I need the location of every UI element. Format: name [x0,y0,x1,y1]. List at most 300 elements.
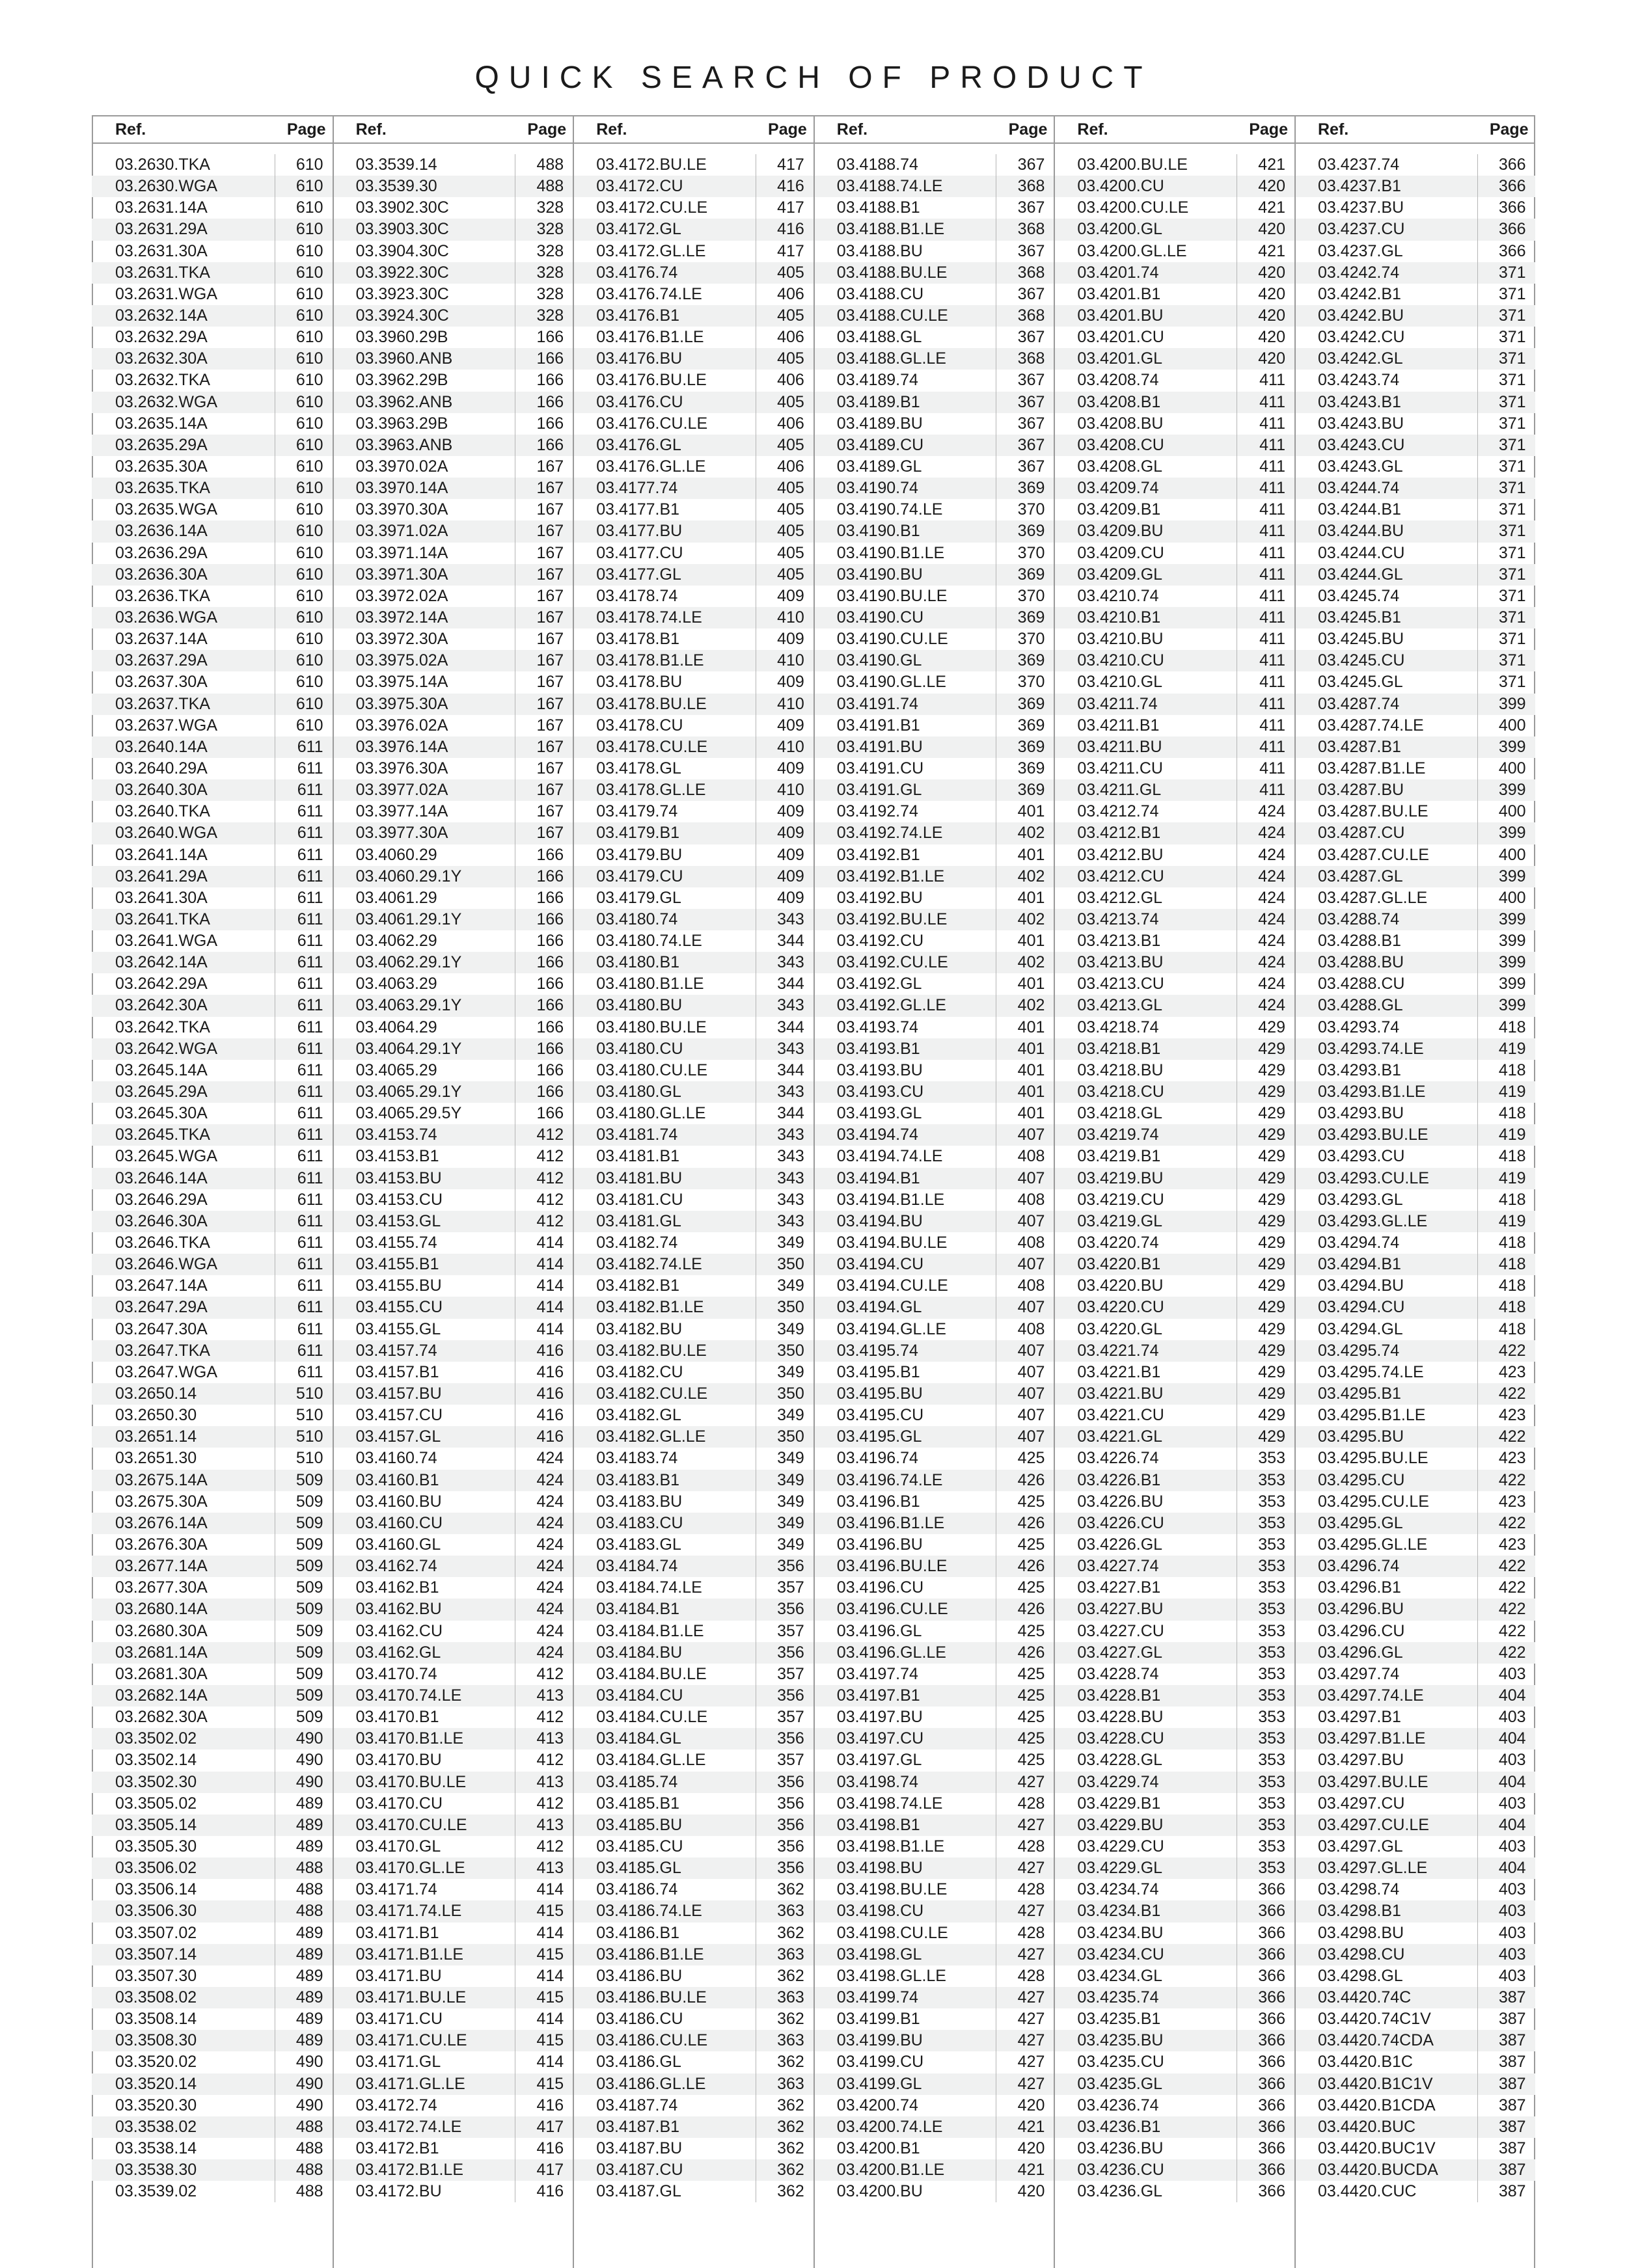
page-number: 611 [297,737,323,756]
table-row [92,1621,333,1642]
table-row [814,694,1054,715]
page-number: 420 [1017,2096,1045,2114]
page-number: 387 [1498,2053,1526,2072]
product-ref: 03.4193.BU [836,1060,923,1079]
table-row [1054,2095,1294,2116]
product-ref: 03.4200.BU.LE [1077,155,1188,174]
product-ref: 03.4178.BU [596,673,683,692]
page-number: 166 [536,975,564,993]
table-row [814,1664,1054,1685]
product-ref: 03.2675.14A [115,1470,208,1489]
table-row [573,1081,814,1103]
page-number: 416 [536,1406,564,1425]
page-number: 366 [1498,241,1526,260]
table-row [1294,197,1535,219]
table-row [1294,822,1535,844]
page-number: 402 [1017,824,1045,843]
table-row [573,392,814,413]
page-number: 411 [1259,565,1285,584]
page-number: 418 [1498,1255,1526,1274]
product-ref: 03.4065.29.1Y [355,1083,462,1101]
table-row [333,2159,573,2181]
table-row [573,2073,814,2095]
product-ref: 03.4153.BU [355,1168,442,1187]
product-ref: 03.3972.30A [355,630,448,649]
product-ref: 03.4210.CU [1077,651,1164,670]
table-row [573,1448,814,1469]
page-number: 412 [536,1211,564,1230]
product-ref: 03.3960.ANB [355,349,453,368]
product-ref: 03.4297.CU [1318,1794,1405,1813]
page-number: 400 [1498,845,1526,864]
page-number: 167 [536,565,564,584]
product-ref: 03.4221.B1 [1077,1362,1161,1381]
page-number: 407 [1017,1341,1045,1360]
product-ref: 03.4176.74 [596,263,678,282]
product-ref: 03.4184.BU.LE [596,1664,707,1683]
product-ref: 03.4235.74 [1077,1988,1159,2006]
page-number: 167 [536,608,564,627]
product-ref: 03.4297.GL.LE [1318,1859,1428,1878]
table-row [1054,305,1294,327]
table-row [1054,1448,1294,1469]
page-number: 366 [1258,2010,1285,2029]
product-ref: 03.4188.GL [836,328,922,347]
page-number: 610 [295,479,323,498]
table-row [333,1275,573,1297]
product-ref: 03.2647.14A [115,1276,208,1295]
page-number: 167 [536,543,564,562]
product-ref: 03.4188.BU [836,241,923,260]
table-row [92,1448,333,1469]
product-ref: 03.4190.74 [836,479,918,498]
page-number: 427 [1017,2074,1045,2093]
table-row [1054,327,1294,348]
table-row [333,2138,573,2159]
table-row [1054,1642,1294,1664]
table-row [573,1124,814,1146]
page-number: 343 [777,910,804,928]
product-ref: 03.4183.BU [596,1492,683,1511]
table-row [1054,1749,1294,1771]
table-row [814,1232,1054,1254]
table-row [573,1470,814,1491]
product-ref: 03.4170.74.LE [355,1686,462,1705]
page-number: 412 [536,1126,564,1144]
product-ref: 03.4176.BU.LE [596,371,707,390]
product-ref: 03.4237.74 [1318,155,1400,174]
product-ref: 03.4200.GL.LE [1077,241,1187,260]
page-number: 413 [536,1772,564,1791]
page-number: 369 [1017,565,1045,584]
page-number: 489 [295,2031,323,2050]
table-row [92,1836,333,1857]
page-number: 411 [1259,737,1285,756]
page-number: 510 [295,1449,323,1468]
table-row [573,887,814,909]
page-number: 409 [777,888,804,907]
page-number: 423 [1498,1449,1526,1468]
product-ref: 03.4201.CU [1077,328,1164,347]
page-number: 611 [297,1147,323,1166]
product-ref: 03.4192.CU [836,932,924,951]
table-row [92,1642,333,1664]
page-number: 420 [1258,177,1285,196]
page-number: 427 [1017,2053,1045,2072]
product-ref: 03.4237.BU [1318,198,1404,217]
page-number: 411 [1259,457,1285,476]
page-number: 371 [1498,479,1526,498]
page-number: 610 [295,522,323,541]
table-row [1054,973,1294,995]
table-row [1294,219,1535,240]
page-number: 407 [1017,1384,1045,1403]
product-ref: 03.4190.GL.LE [836,673,946,692]
table-row [1054,520,1294,542]
table-row [1054,1772,1294,1793]
page-number: 414 [536,1298,564,1317]
product-ref: 03.2641.TKA [115,910,210,928]
product-ref: 03.4213.74 [1077,910,1159,928]
product-ref: 03.4170.B1 [355,1708,439,1727]
page-number: 490 [295,2074,323,2093]
page-number: 344 [777,1104,804,1123]
table-row [814,1081,1054,1103]
page-number: 490 [295,1751,323,1770]
product-ref: 03.4221.GL [1077,1427,1163,1446]
page-number: 510 [295,1406,323,1425]
page-number: 366 [1258,2053,1285,2072]
page-number: 387 [1498,2117,1526,2136]
page-number: 429 [1258,1104,1285,1123]
product-ref: 03.4182.CU.LE [596,1384,708,1403]
page-number: 349 [777,1535,804,1554]
table-row [573,1577,814,1599]
page-number: 611 [297,1126,323,1144]
page-number: 489 [295,1837,323,1856]
product-ref: 03.4297.74 [1318,1664,1400,1683]
table-row [814,1836,1054,1857]
product-ref: 03.4183.B1 [596,1470,680,1489]
page-number: 401 [1017,1060,1045,1079]
product-ref: 03.2632.TKA [115,371,210,390]
table-row [1054,348,1294,370]
page-number: 509 [295,1513,323,1532]
product-ref: 03.4237.CU [1318,220,1405,239]
product-ref: 03.4192.74 [836,802,918,821]
table-row [1054,1857,1294,1879]
table-row [814,241,1054,262]
ref-header: Ref. [836,120,868,139]
table-row [333,866,573,887]
table-row [1294,1448,1535,1469]
page-number: 488 [295,1859,323,1878]
product-ref: 03.4200.B1.LE [836,2161,945,2180]
page-title: QUICK SEARCH OF PRODUCT [474,61,1153,95]
row-list [1054,154,1294,2202]
product-ref: 03.4199.GL [836,2074,922,2093]
table-row [814,1254,1054,1275]
product-ref: 03.4228.BU [1077,1708,1164,1727]
product-ref: 03.4188.BU.LE [836,263,948,282]
product-ref: 03.4210.BU [1077,630,1164,649]
product-ref: 03.4171.74 [355,1880,437,1899]
page-number: 167 [536,737,564,756]
table-row [1294,1103,1535,1124]
product-ref: 03.3538.30 [115,2161,197,2180]
page-number: 421 [1258,155,1285,174]
product-ref: 03.4180.CU [596,1039,683,1058]
table-row [333,1987,573,2008]
product-ref: 03.4198.CU [836,1902,924,1921]
page-number: 429 [1258,1427,1285,1446]
product-ref: 03.4288.CU [1318,975,1405,993]
table-row [333,1857,573,1879]
page-number: 417 [536,2117,564,2136]
page-number: 419 [1498,1211,1526,1230]
page-number: 427 [1017,1988,1045,2006]
product-ref: 03.2641.14A [115,845,208,864]
product-ref: 03.4160.74 [355,1449,437,1468]
table-row [814,1491,1054,1513]
product-ref: 03.4181.BU [596,1168,683,1187]
product-ref: 03.4297.BU [1318,1751,1404,1770]
product-ref: 03.3506.02 [115,1859,197,1878]
product-ref: 03.4155.BU [355,1276,442,1295]
page-number: 429 [1258,1211,1285,1230]
page-number: 405 [777,349,804,368]
product-ref: 03.4235.CU [1077,2053,1164,2072]
page-number: 408 [1017,1147,1045,1166]
table-row [1294,952,1535,973]
product-ref: 03.4288.74 [1318,910,1400,928]
product-ref: 03.4065.29 [355,1060,437,1079]
table-row [333,1426,573,1448]
page-number: 610 [295,543,323,562]
page-number: 401 [1017,1104,1045,1123]
table-row [1294,1923,1535,1944]
table-row [573,1987,814,2008]
page-number: 371 [1498,608,1526,627]
page-number: 610 [295,694,323,713]
table-row [333,1362,573,1383]
table-row [92,499,333,520]
page-number: 362 [777,1880,804,1899]
product-ref: 03.4182.74.LE [596,1255,702,1274]
product-ref: 03.4172.CU [596,177,683,196]
table-row [333,2073,573,2095]
table-row [573,1965,814,1987]
page-number: 424 [536,1535,564,1554]
product-ref: 03.4183.CU [596,1513,683,1532]
table-row [814,1405,1054,1426]
table-row [573,1405,814,1426]
table-row [333,758,573,779]
product-ref: 03.2646.TKA [115,1234,210,1252]
table-row [1294,284,1535,305]
page-number: 356 [777,1600,804,1619]
table-row [573,1621,814,1642]
column-divider [333,115,334,2268]
page-number: 424 [1258,802,1285,821]
product-ref: 03.4171.BU [355,1966,442,1985]
product-ref: 03.4199.B1 [836,2010,920,2029]
product-ref: 03.4060.29.1Y [355,867,462,885]
page-number: 349 [777,1234,804,1252]
table-row [573,1189,814,1211]
table-row [1294,1470,1535,1491]
product-ref: 03.2631.TKA [115,263,210,282]
product-ref: 03.4295.GL [1318,1513,1403,1532]
product-ref: 03.4189.CU [836,435,924,454]
table-row [92,1426,333,1448]
product-ref: 03.2630.TKA [115,155,210,174]
product-ref: 03.4153.B1 [355,1147,439,1166]
product-ref: 03.4179.CU [596,867,683,885]
table-row [1054,1189,1294,1211]
table-row [1054,1470,1294,1491]
product-ref: 03.4220.GL [1077,1319,1163,1338]
product-ref: 03.4185.CU [596,1837,683,1856]
page-header: Page [527,120,567,139]
table-row [1054,930,1294,952]
page-number: 422 [1498,1578,1526,1597]
product-ref: 03.3902.30C [355,198,449,217]
product-ref: 03.2681.14A [115,1643,208,1662]
table-row [1294,1297,1535,1318]
product-ref: 03.3520.02 [115,2053,197,2072]
product-ref: 03.4184.74.LE [596,1578,702,1597]
product-ref: 03.3976.30A [355,759,448,777]
table-row [92,1491,333,1513]
page-number: 167 [536,781,564,800]
page-number: 369 [1017,479,1045,498]
table-row [573,2095,814,2116]
page-number: 405 [777,392,804,411]
product-ref: 03.2675.30A [115,1492,208,1511]
table-row [814,2138,1054,2159]
table-row [814,1900,1054,1922]
table-row [1294,715,1535,736]
table-row [814,1017,1054,1038]
page-number: 368 [1017,349,1045,368]
page-number: 344 [777,1018,804,1036]
table-row [92,1513,333,1534]
page-number: 409 [777,802,804,821]
table-row [573,413,814,435]
table-row [1054,995,1294,1016]
table-row [573,1772,814,1793]
product-ref: 03.4065.29.5Y [355,1104,462,1123]
table-row [1054,758,1294,779]
page-number: 420 [1258,284,1285,303]
table-row [1294,2008,1535,2030]
page-number: 422 [1498,1513,1526,1532]
table-row [814,607,1054,628]
product-ref: 03.4245.CU [1318,651,1405,670]
page-number: 610 [295,608,323,627]
page-number: 371 [1498,414,1526,433]
table-row [92,1232,333,1254]
index-column [92,115,333,2268]
page-number: 401 [1017,1083,1045,1101]
table-row [573,952,814,973]
product-ref: 03.4420.CUC [1318,2182,1417,2201]
page-number: 410 [777,694,804,713]
product-ref: 03.4190.74.LE [836,500,943,519]
page-number: 369 [1017,608,1045,627]
page-number: 611 [297,845,323,864]
product-ref: 03.4181.CU [596,1190,683,1209]
product-ref: 03.4243.B1 [1318,392,1401,411]
product-ref: 03.4162.BU [355,1600,442,1619]
page-number: 422 [1498,1557,1526,1576]
table-row [573,370,814,391]
product-ref: 03.2646.29A [115,1190,208,1209]
page-number: 425 [1017,1729,1045,1748]
page-number: 401 [1017,1018,1045,1036]
table-row [333,1017,573,1038]
page-number: 488 [536,177,564,196]
product-ref: 03.3971.30A [355,565,448,584]
table-row [814,2030,1054,2051]
table-row [92,1340,333,1362]
product-ref: 03.4180.BU [596,996,683,1015]
product-ref: 03.4211.CU [1077,759,1163,777]
table-row [573,1146,814,1167]
page-number: 509 [295,1708,323,1727]
page-number: 166 [536,910,564,928]
product-ref: 03.4245.B1 [1318,608,1401,627]
table-row [1294,1038,1535,1060]
product-ref: 03.4242.B1 [1318,284,1401,303]
table-row [92,628,333,650]
page-number: 167 [536,457,564,476]
page-number: 328 [536,220,564,239]
product-ref: 03.2646.30A [115,1211,208,1230]
product-ref: 03.4287.74 [1318,694,1400,713]
table-row [573,1340,814,1362]
table-row [92,1749,333,1771]
page-number: 489 [295,2010,323,2029]
product-ref: 03.4298.GL [1318,1966,1403,1985]
table-row [1054,1103,1294,1124]
product-ref: 03.2642.30A [115,996,208,1015]
column-divider [814,115,815,2268]
product-ref: 03.4293.BU [1318,1104,1404,1123]
page-number: 488 [295,1902,323,1921]
table-row [814,219,1054,240]
page-number: 412 [536,1837,564,1856]
table-row [92,1297,333,1318]
product-ref: 03.4208.74 [1077,371,1159,390]
page-number: 403 [1498,1902,1526,1921]
product-ref: 03.4195.GL [836,1427,922,1446]
product-ref: 03.4212.BU [1077,845,1164,864]
page-number: 328 [536,284,564,303]
page-number: 405 [777,500,804,519]
product-ref: 03.4177.CU [596,543,683,562]
table-row [573,478,814,499]
product-ref: 03.2650.30 [115,1406,197,1425]
table-row [92,1189,333,1211]
table-row [1294,1944,1535,1965]
product-ref: 03.2641.29A [115,867,208,885]
page-number: 366 [1258,2139,1285,2157]
table-row [1054,154,1294,176]
table-row [1294,930,1535,952]
product-ref: 03.4236.B1 [1077,2117,1161,2136]
